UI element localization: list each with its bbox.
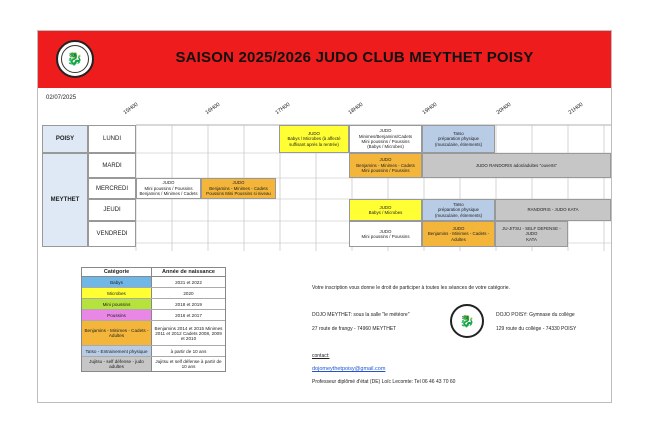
- event-text: JUDO: [162, 180, 175, 186]
- event-text: Benjamins - Minimes - Cadets -: [427, 231, 490, 237]
- event-text: JUDO: [452, 225, 465, 231]
- legend-category: Microbes: [82, 288, 152, 298]
- legend-category: Poussins: [82, 310, 152, 320]
- hour-label: 15H00: [122, 101, 140, 116]
- event-text: Adultes: [451, 236, 466, 242]
- schedule-sheet: [37, 30, 612, 403]
- legend-header-category: Catégorie: [82, 268, 152, 276]
- event-vendredi-judo-1: [349, 221, 422, 247]
- event-text: Mini poussins / Poussins: [361, 139, 410, 144]
- event-jeudi-taiso: [422, 199, 495, 221]
- legend-year: 2021 et 2022: [152, 277, 225, 287]
- event-mercredi-judo-2: [201, 178, 276, 199]
- event-text: Taïso: [453, 201, 464, 207]
- registration-note: Votre inscription vous donne le droit de participer à toutes les séances de votre catégorie.: [312, 285, 510, 291]
- dojo-meythet-address: 27 route de frangy - 74960 MEYTHET: [312, 326, 397, 332]
- legend-year: à partir de 10 ans: [152, 346, 225, 356]
- hour-label: 20H00: [495, 101, 513, 116]
- legend-year: 2016 et 2017: [152, 310, 225, 320]
- hour-label: 21H00: [567, 101, 585, 116]
- event-text: JUDO RANDORIS ados/adultes "ouverts": [475, 162, 558, 168]
- event-text: Benjamins - Minimes - Cadets: [356, 162, 415, 168]
- document-date: 02/07/2025: [46, 95, 77, 101]
- legend-category: Benjamins - Minimes - Cadets - Adultes: [82, 321, 152, 345]
- day-jeudi: JEUDI: [88, 199, 136, 221]
- legend-category: Taïso - Entrainement physique: [82, 346, 152, 356]
- event-jeudi-randori: [495, 199, 611, 221]
- event-text: Mini poussins / Poussins: [361, 168, 410, 174]
- legend-category: Mini poussins: [82, 299, 152, 309]
- event-text: JUDO: [379, 228, 392, 234]
- event-text: suffisant après la rentrée): [289, 141, 339, 147]
- hour-label: 18H00: [347, 101, 365, 116]
- event-text: Benjamins / Minimes / Cadets: [139, 191, 198, 197]
- event-jeudi-judo: [349, 199, 422, 221]
- legend-category: Jujitsu - self défense - judo adultes: [82, 357, 152, 371]
- legend-year: Benjamins 2014 et 2015 Minimes 2011 et 2012 Cadets 2008, 2009 et 2010: [152, 321, 225, 345]
- place-poisy: POISY: [42, 125, 88, 153]
- day-mercredi: MERCREDI: [88, 178, 136, 199]
- legend-row: [82, 299, 225, 310]
- legend-row: [82, 346, 225, 357]
- dojo-poisy-name: DOJO POISY: Gymnase du collège: [496, 312, 575, 318]
- legend-year: 2020: [152, 288, 225, 298]
- legend-header-year: Année de naissance: [152, 268, 225, 276]
- event-text: JUDO: [379, 204, 392, 210]
- legend-row: [82, 288, 225, 299]
- event-text: Minimes/Benjamins/Cadets: [358, 133, 413, 139]
- event-text: Mini poussins / Poussins: [361, 234, 410, 239]
- place-meythet: MEYTHET: [42, 153, 88, 247]
- club-logo-small: 🐉: [450, 304, 484, 338]
- event-text: Poussins Mini Poussins si niveau: [206, 191, 271, 197]
- page-title: SAISON 2025/2026 JUDO CLUB MEYTHET POISY: [175, 49, 534, 66]
- event-text: KATA: [526, 236, 537, 242]
- event-text: JUDO: [379, 128, 392, 134]
- day-lundi: LUNDI: [88, 125, 136, 153]
- event-lundi-judo-babys: [279, 125, 349, 153]
- legend-row: [82, 277, 225, 288]
- event-text: JUDO: [308, 130, 320, 136]
- dojo-poisy-address: 129 route du collège - 74330 POISY: [496, 326, 577, 332]
- teacher-contact: Professeur diplômé d'état (DE) Loïc Lecomte: Tel 06 46 43 70 60: [312, 379, 456, 385]
- event-text: (Babys / Microbes): [367, 144, 404, 150]
- legend-category: Babys: [82, 277, 152, 287]
- legend-year: Jujitsu et self défense à partir de 10 ans: [152, 357, 225, 371]
- event-lundi-taiso: [422, 125, 495, 153]
- category-legend: [81, 267, 226, 372]
- legend-year: 2018 et 2019: [152, 299, 225, 309]
- club-logo: [56, 40, 94, 78]
- legend-row: [82, 357, 225, 371]
- event-text: Babys / Microbes: [368, 210, 403, 215]
- event-mardi-judo: [349, 153, 422, 178]
- day-vendredi: VENDREDI: [88, 221, 136, 247]
- dragon-icon: 🐉: [61, 45, 89, 73]
- event-text: préparation physique: [437, 207, 479, 213]
- event-vendredi-jujitsu: [495, 221, 568, 247]
- event-mercredi-judo-1: [136, 178, 201, 199]
- event-text: Benjamins - Minimes - Cadets: [209, 185, 268, 191]
- event-text: (musculaire, étirements): [434, 141, 483, 147]
- contact-label: contact:: [312, 353, 330, 359]
- event-lundi-judo-minimes: [349, 125, 422, 153]
- event-vendredi-judo-2: [422, 221, 495, 247]
- event-text: JUDO: [232, 180, 245, 186]
- hour-label: 19H00: [421, 101, 439, 116]
- event-text: préparation physique: [437, 136, 479, 142]
- title-banner: [38, 31, 611, 88]
- event-text: JUDO: [379, 157, 392, 163]
- event-text: Mini poussins / Poussins: [144, 185, 193, 191]
- legend-row: [82, 310, 225, 321]
- event-text: Taïso: [453, 130, 464, 136]
- event-text: RANDORIS - JUDO KATA: [527, 207, 579, 213]
- legend-header: [82, 268, 225, 277]
- contact-email-link[interactable]: dojomeythetpoisy@gmail.com: [312, 366, 386, 372]
- event-text: Babys / Microbes (à affecté: [287, 136, 341, 142]
- event-text: (musculaire, étirements): [434, 212, 483, 218]
- event-text: JU-JITSU - SELF DEFENSE - JUDO: [502, 225, 561, 237]
- event-mardi-randori: [422, 153, 611, 178]
- legend-row: [82, 321, 225, 346]
- dojo-meythet-name: DOJO MEYTHET: sous la salle "le météore": [312, 312, 410, 318]
- hour-label: 16H00: [204, 101, 222, 116]
- hour-label: 17H00: [274, 101, 292, 116]
- day-mardi: MARDI: [88, 153, 136, 178]
